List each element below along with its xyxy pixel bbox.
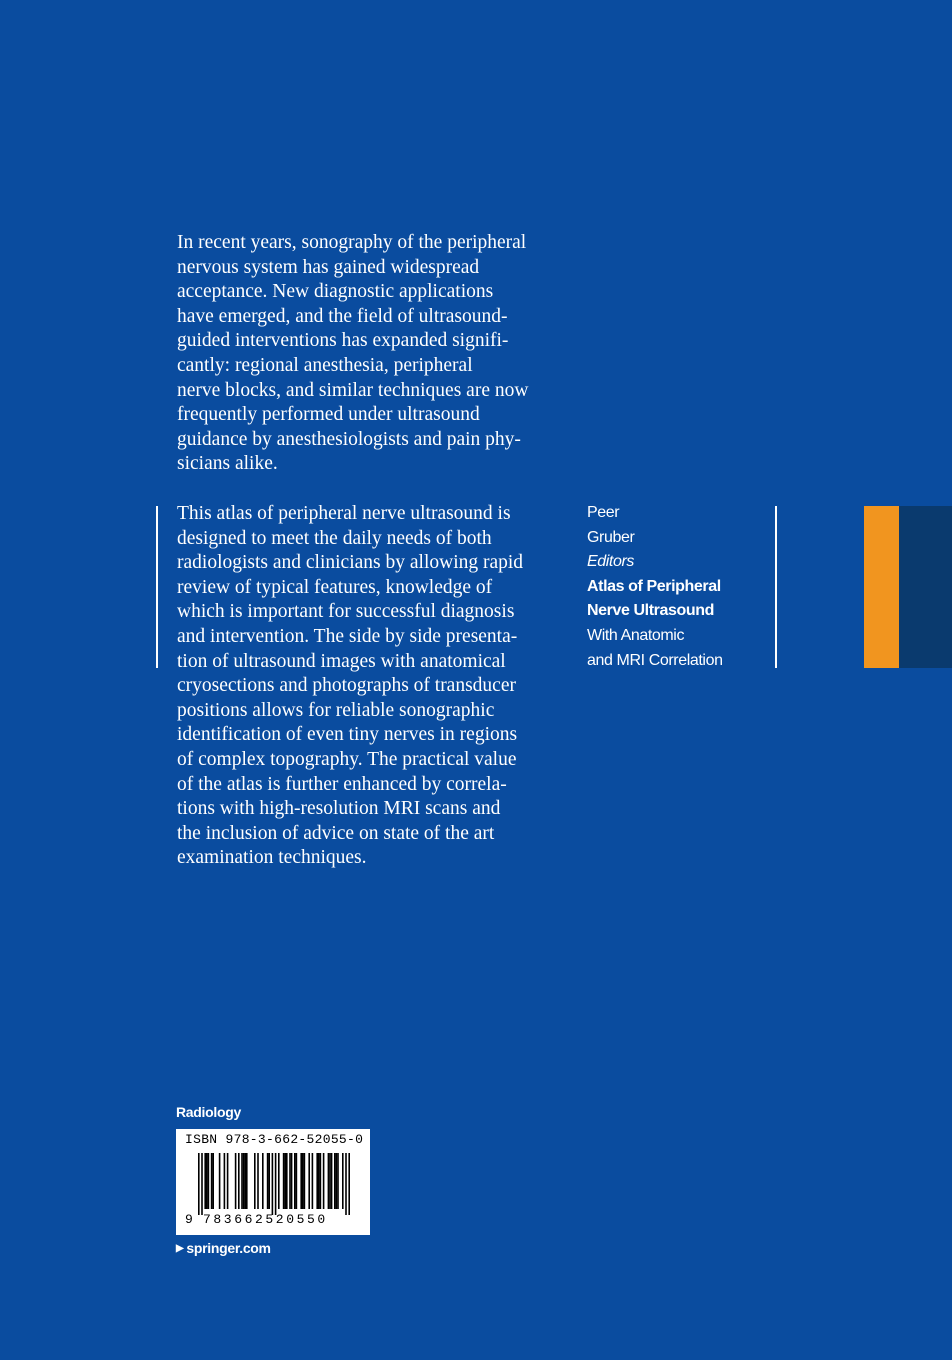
barcode-bar [296, 1153, 298, 1209]
barcode-bar [329, 1153, 331, 1209]
barcode-bar [294, 1153, 296, 1209]
barcode-bar [284, 1153, 286, 1209]
barcode-bar [227, 1153, 229, 1209]
barcode-graphic [176, 1149, 370, 1215]
barcode-panel [176, 1129, 370, 1235]
barcode-bar [211, 1153, 213, 1209]
barcode-bar [331, 1153, 333, 1209]
text-line: acceptance. New diagnostic applications [177, 281, 494, 303]
barcode-bar [302, 1153, 304, 1209]
color-band-orange [864, 506, 899, 668]
text-line: examination techniques. [177, 847, 367, 869]
text-line: review of typical features, knowledge of [177, 576, 493, 598]
divider-right [775, 506, 777, 668]
color-band-navy [899, 506, 952, 668]
barcode-bar [241, 1153, 243, 1209]
text-line: In recent years, sonography of the peripheral [177, 232, 527, 253]
text-line: of the atlas is further enhanced by correla- [177, 773, 507, 795]
barcode-bar [337, 1153, 339, 1209]
text-line: tion of ultrasound images with anatomical [177, 650, 506, 672]
barcode-bar [318, 1153, 320, 1209]
text-line: designed to meet the daily needs of both [177, 527, 492, 549]
barcode-bar [323, 1153, 325, 1209]
website-link[interactable] [176, 1240, 271, 1256]
barcode-bar [208, 1153, 210, 1209]
barcode-bar [257, 1153, 259, 1209]
barcode-bar [320, 1153, 322, 1209]
barcode-bar [238, 1153, 240, 1209]
barcode-bar [267, 1153, 269, 1209]
barcode-bar [268, 1153, 270, 1209]
editor-name: Gruber [587, 528, 635, 546]
barcode-digits: 783662520550 [203, 1212, 328, 1227]
barcode-bar [278, 1153, 280, 1209]
editors-label: Editors [587, 553, 634, 571]
barcode-bar [286, 1153, 288, 1209]
barcode-bar [272, 1153, 274, 1215]
text-line: guidance by anesthesiologists and pain phy- [177, 428, 521, 450]
barcode-bar [283, 1153, 285, 1209]
book-subtitle-line: and MRI Correlation [587, 651, 723, 669]
barcode-bar [312, 1153, 314, 1209]
barcode-bar [308, 1153, 310, 1209]
barcode-bar [198, 1153, 200, 1215]
text-line: positions allows for reliable sonographic [177, 699, 495, 721]
barcode-bar [300, 1153, 302, 1209]
play-arrow-icon: ▶ [176, 1242, 184, 1254]
barcode-digit-prefix: 9 [185, 1212, 193, 1227]
text-line: cantly: regional anesthesia, peripheral [177, 354, 473, 376]
divider-left [156, 506, 158, 668]
text-line: which is important for successful diagnosis [177, 601, 515, 623]
barcode-bar [328, 1153, 330, 1209]
editor-name: Peer [587, 504, 620, 521]
barcode-bar [316, 1153, 318, 1209]
barcode-bar [342, 1153, 344, 1209]
website-text: springer.com [186, 1240, 271, 1256]
barcode-bar [219, 1153, 221, 1209]
text-line: This atlas of peripheral nerve ultrasound is [177, 503, 511, 524]
text-line: and intervention. The side by side presenta- [177, 625, 518, 647]
barcode-bar [275, 1153, 277, 1215]
book-title-line: Nerve Ultrasound [587, 602, 714, 620]
text-line: have emerged, and the field of ultrasound- [177, 305, 508, 327]
barcode-bar [345, 1153, 347, 1215]
barcode-bar [201, 1153, 203, 1215]
book-title-line: Atlas of Peripheral [587, 577, 721, 595]
text-line: tions with high-resolution MRI scans and [177, 798, 501, 820]
barcode-bar [304, 1153, 306, 1209]
barcode-bar [224, 1153, 226, 1209]
text-line: identification of even tiny nerves in regions [177, 724, 518, 746]
description-paragraph-2 [177, 502, 557, 871]
text-line: cryosections and photographs of transducer [177, 675, 516, 697]
text-line: guided interventions has expanded signifi- [177, 330, 509, 352]
barcode-bar [289, 1153, 291, 1209]
barcode-bar [212, 1153, 214, 1209]
category-label: Radiology [176, 1104, 241, 1120]
barcode-bar [334, 1153, 336, 1209]
text-line: nerve blocks, and similar techniques are now [177, 379, 529, 401]
book-subtitle-line: With Anatomic [587, 626, 685, 644]
barcode-bar [291, 1153, 293, 1209]
book-info [587, 501, 772, 673]
barcode-bar [204, 1153, 206, 1209]
isbn-label: ISBN 978-3-662-52055-0 [185, 1132, 364, 1147]
barcode-bar [262, 1153, 264, 1209]
barcode-bar [206, 1153, 208, 1209]
barcode-bar [336, 1153, 338, 1209]
text-line: sicians alike. [177, 453, 278, 475]
barcode-bar [235, 1153, 237, 1209]
barcode-bar [254, 1153, 256, 1209]
description-paragraph-1 [177, 231, 557, 477]
barcode-bar [348, 1153, 350, 1215]
barcode-bar [243, 1153, 245, 1209]
barcode-bar [244, 1153, 246, 1209]
text-line: nervous system has gained widespread [177, 256, 480, 278]
barcode-bar [246, 1153, 248, 1209]
text-line: frequently performed under ultrasound [177, 404, 480, 426]
text-line: the inclusion of advice on state of the art [177, 822, 495, 844]
text-line: of complex topography. The practical value [177, 748, 517, 770]
text-line: radiologists and clinicians by allowing rapid [177, 552, 524, 574]
